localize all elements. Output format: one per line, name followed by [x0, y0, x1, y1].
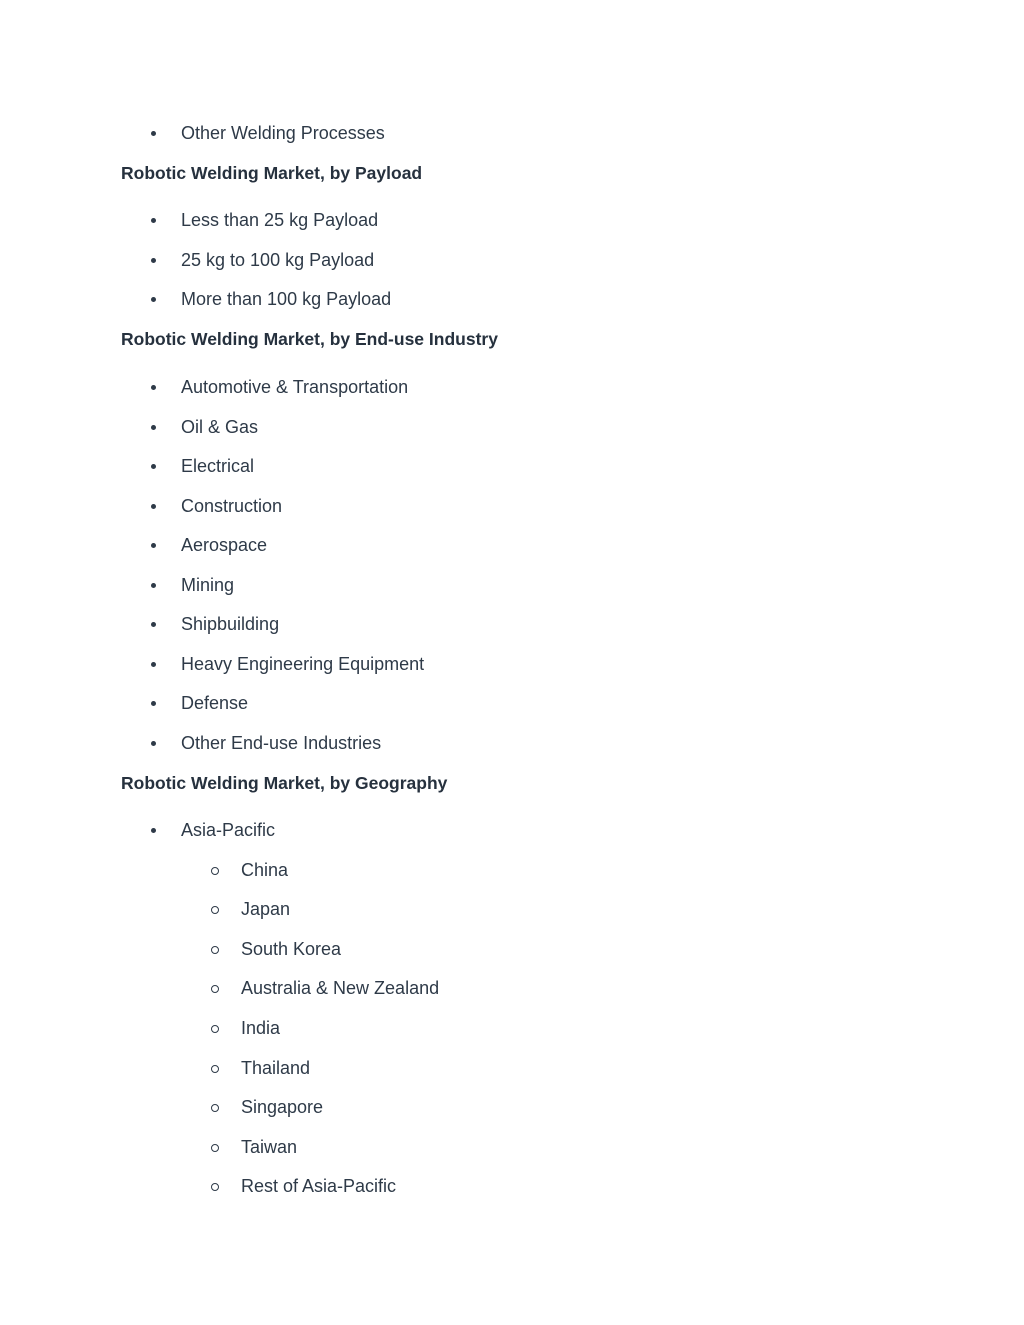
hollow-bullet-icon [210, 1017, 222, 1039]
bullet-icon [150, 653, 158, 675]
list-item-label: Asia-Pacific [181, 820, 276, 840]
bullet-icon [150, 209, 158, 231]
sub-list-item-label: Thailand [241, 1058, 311, 1078]
section-heading-end-use: Robotic Welding Market, by End-use Industry [121, 329, 498, 349]
bullet-icon [150, 613, 158, 635]
bullet-icon [150, 819, 158, 841]
list-item-label: Mining [181, 575, 235, 595]
sub-list-item-label: Australia & New Zealand [241, 978, 440, 998]
section-heading-payload: Robotic Welding Market, by Payload [121, 163, 423, 183]
bullet-icon [150, 732, 158, 754]
bullet-icon [150, 534, 158, 556]
list-item-label: Automotive & Transportation [181, 377, 409, 397]
hollow-bullet-icon [210, 1175, 222, 1197]
sub-list-item-label: South Korea [241, 939, 342, 959]
sub-list-item-label: China [241, 860, 289, 880]
list-item-label: Construction [181, 496, 283, 516]
list-item-label: Defense [181, 693, 249, 713]
sub-list-item-label: Taiwan [241, 1137, 298, 1157]
bullet-icon [150, 288, 158, 310]
bullet-icon [150, 495, 158, 517]
bullet-icon [150, 122, 158, 144]
list-item-label: More than 100 kg Payload [181, 289, 392, 309]
list-item-label: 25 kg to 100 kg Payload [181, 250, 375, 270]
list-item-label: Oil & Gas [181, 417, 259, 437]
list-item-label: Aerospace [181, 535, 268, 555]
list-item-label: Heavy Engineering Equipment [181, 654, 425, 674]
bullet-icon [150, 692, 158, 714]
sub-list-item-label: Singapore [241, 1097, 324, 1117]
sub-list-item-label: Rest of Asia-Pacific [241, 1176, 397, 1196]
hollow-bullet-icon [210, 1136, 222, 1158]
sub-list-item-label: India [241, 1018, 281, 1038]
bullet-icon [150, 249, 158, 271]
bullet-icon [150, 416, 158, 438]
list-item-label: Less than 25 kg Payload [181, 210, 379, 230]
bullet-icon [150, 574, 158, 596]
hollow-bullet-icon [210, 977, 222, 999]
list-item-label: Electrical [181, 456, 255, 476]
hollow-bullet-icon [210, 859, 222, 881]
bullet-icon [150, 455, 158, 477]
hollow-bullet-icon [210, 938, 222, 960]
section-heading-geography: Robotic Welding Market, by Geography [121, 773, 448, 793]
hollow-bullet-icon [210, 1096, 222, 1118]
list-item-label: Other End-use Industries [181, 733, 382, 753]
hollow-bullet-icon [210, 898, 222, 920]
list-item-label: Other Welding Processes [181, 123, 385, 143]
sub-list-item-label: Japan [241, 899, 291, 919]
list-item-label: Shipbuilding [181, 614, 280, 634]
bullet-icon [150, 376, 158, 398]
hollow-bullet-icon [210, 1057, 222, 1079]
